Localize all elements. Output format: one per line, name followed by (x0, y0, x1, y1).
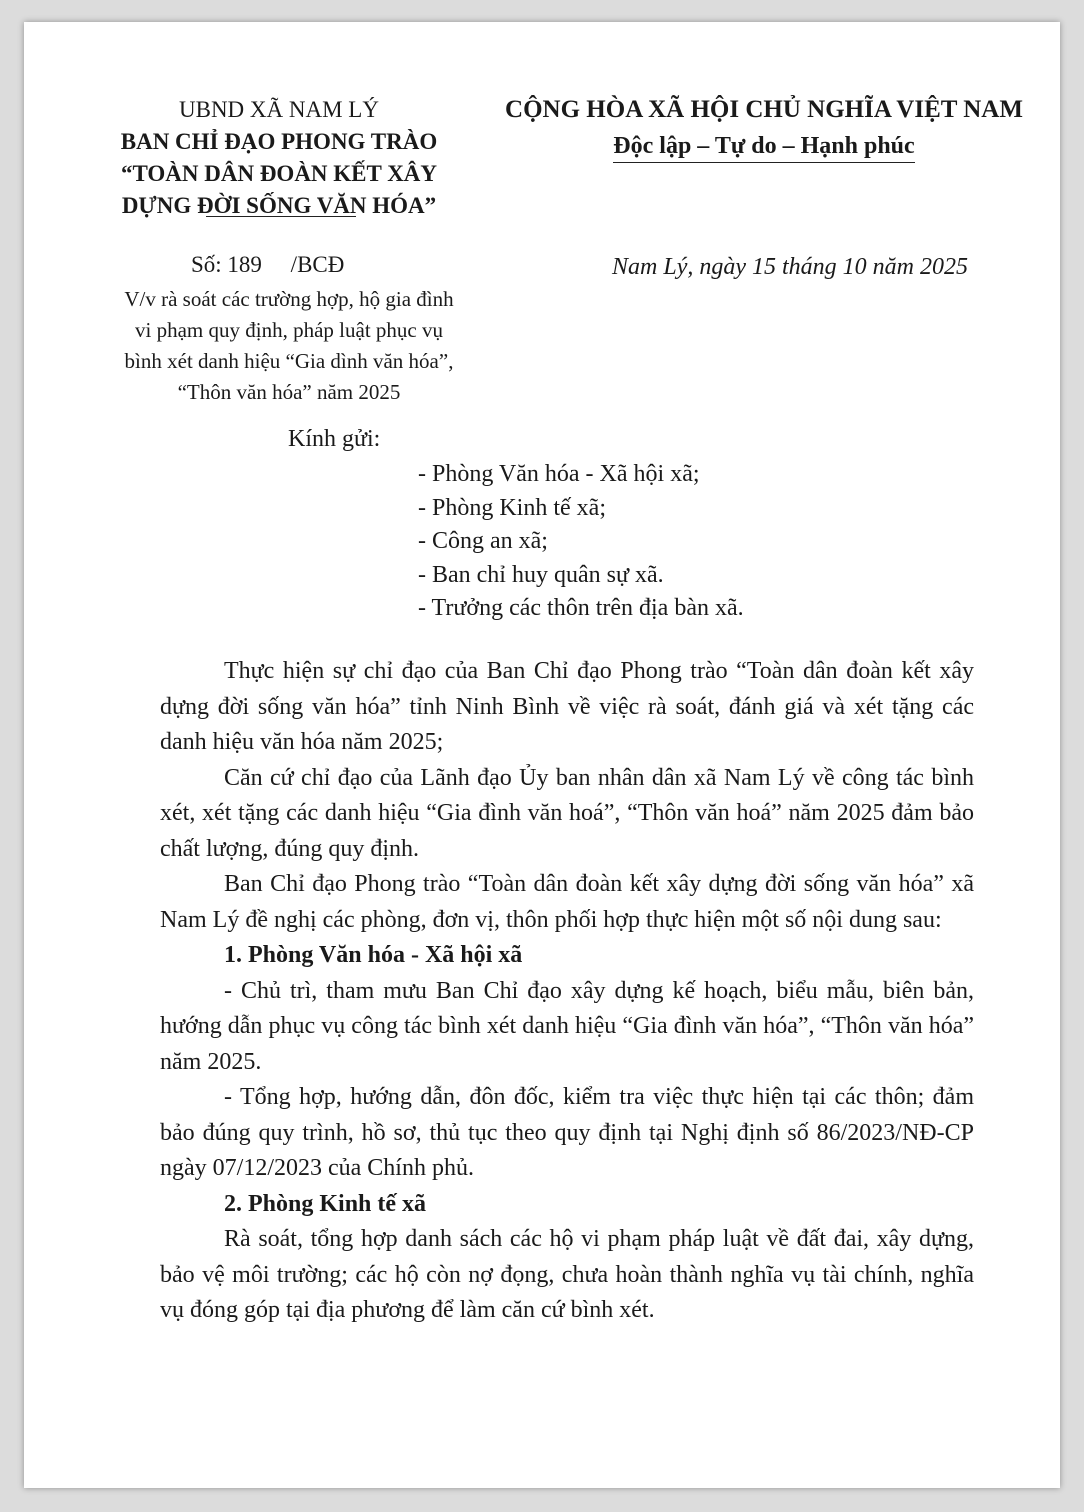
recipient-item: - Ban chỉ huy quân sự xã. (418, 561, 664, 588)
committee-name: BAN CHỈ ĐẠO PHONG TRÀO (120, 129, 438, 154)
national-title: CỘNG HÒA XÃ HỘI CHỦ NGHĨA VIỆT NAM (505, 96, 1023, 123)
document-number: Số: 189 /BCĐ (191, 252, 345, 277)
body-paragraph: Ban Chỉ đạo Phong trào “Toàn dân đoàn kết xây dựng đời sống văn hóa” xã Nam Lý đề nghị các phòng, đơn vị, thôn phối hợp thực hiện một số nội dung sau: (160, 871, 974, 933)
committee-name-line2: “TOÀN DÂN ĐOÀN KẾT XÂY (120, 161, 438, 186)
recipient-item: - Phòng Kinh tế xã; (418, 494, 606, 521)
document-body (160, 654, 974, 1329)
body-paragraph: Rà soát, tổng hợp danh sách các hộ vi phạm pháp luật về đất đai, xây dựng, bảo vệ môi trường; các hộ còn nợ đọng, chưa hoàn thành nghĩa vụ tài chính, nghĩa vụ đóng góp tại địa phương để làm căn cứ bình xét. (160, 1226, 974, 1323)
body-paragraph: - Chủ trì, tham mưu Ban Chỉ đạo xây dựng kế hoạch, biểu mẫu, biên bản, hướng dẫn phục vụ công tác bình xét danh hiệu “Gia đình văn hóa”, “Thôn văn hóa” năm 2025. (160, 977, 974, 1075)
national-motto: Độc lập – Tự do – Hạnh phúc (613, 131, 914, 163)
issuing-agency-block (102, 94, 456, 223)
body-paragraph: - Tổng hợp, hướng dẫn, đôn đốc, kiểm tra việc thực hiện tại các thôn; đảm bảo đúng quy trình, hồ sơ, thủ tục theo quy định tại Nghị định số 86/2023/NĐ-CP ngày 07/12/2023 của Chính phủ. (160, 1084, 974, 1181)
subject-line: V/v rà soát các trường hợp, hộ gia đình (124, 287, 454, 311)
section-heading-economy: 2. Phòng Kinh tế xã (224, 1190, 427, 1217)
section-heading-culture: 1. Phòng Văn hóa - Xã hội xã (224, 942, 523, 968)
national-title-block (494, 92, 1034, 164)
subject-line: bình xét danh hiệu “Gia dình văn hóa”, (124, 349, 454, 373)
body-paragraph: Căn cứ chỉ đạo của Lãnh đạo Ủy ban nhân dân xã Nam Lý về công tác bình xét, xét tặng các danh hiệu “Gia đình văn hoá”, “Thôn văn hoá” năm 2025 đảm bảo chất lượng, đúng quy định. (160, 764, 974, 862)
greeting: Kính gửi: (288, 426, 381, 452)
subject-line: vi phạm quy định, pháp luật phục vụ (135, 318, 443, 342)
recipient-item: - Phòng Văn hóa - Xã hội xã; (418, 461, 700, 487)
date-line: Nam Lý, ngày 15 tháng 10 năm 2025 (612, 254, 968, 280)
recipient-list (418, 458, 744, 626)
recipient-item: - Trưởng các thôn trên địa bàn xã. (418, 595, 744, 621)
recipient-item: - Công an xã; (418, 528, 548, 554)
agency-name: UBND XÃ NAM LÝ (179, 97, 379, 122)
body-paragraph: Thực hiện sự chỉ đạo của Ban Chỉ đạo Phong trào “Toàn dân đoàn kết xây dựng đời sống văn hóa” tỉnh Ninh Bình về việc rà soát, đánh giá và xét tặng các danh hiệu văn hóa năm 2025; (160, 658, 974, 755)
committee-name-line3: DỰNG ĐỜI SỐNG VĂN HÓA” (121, 193, 437, 218)
document-subject (102, 284, 476, 408)
document-page (24, 22, 1060, 1488)
subject-line: “Thôn văn hóa” năm 2025 (177, 380, 401, 404)
agency-underline (206, 216, 356, 217)
